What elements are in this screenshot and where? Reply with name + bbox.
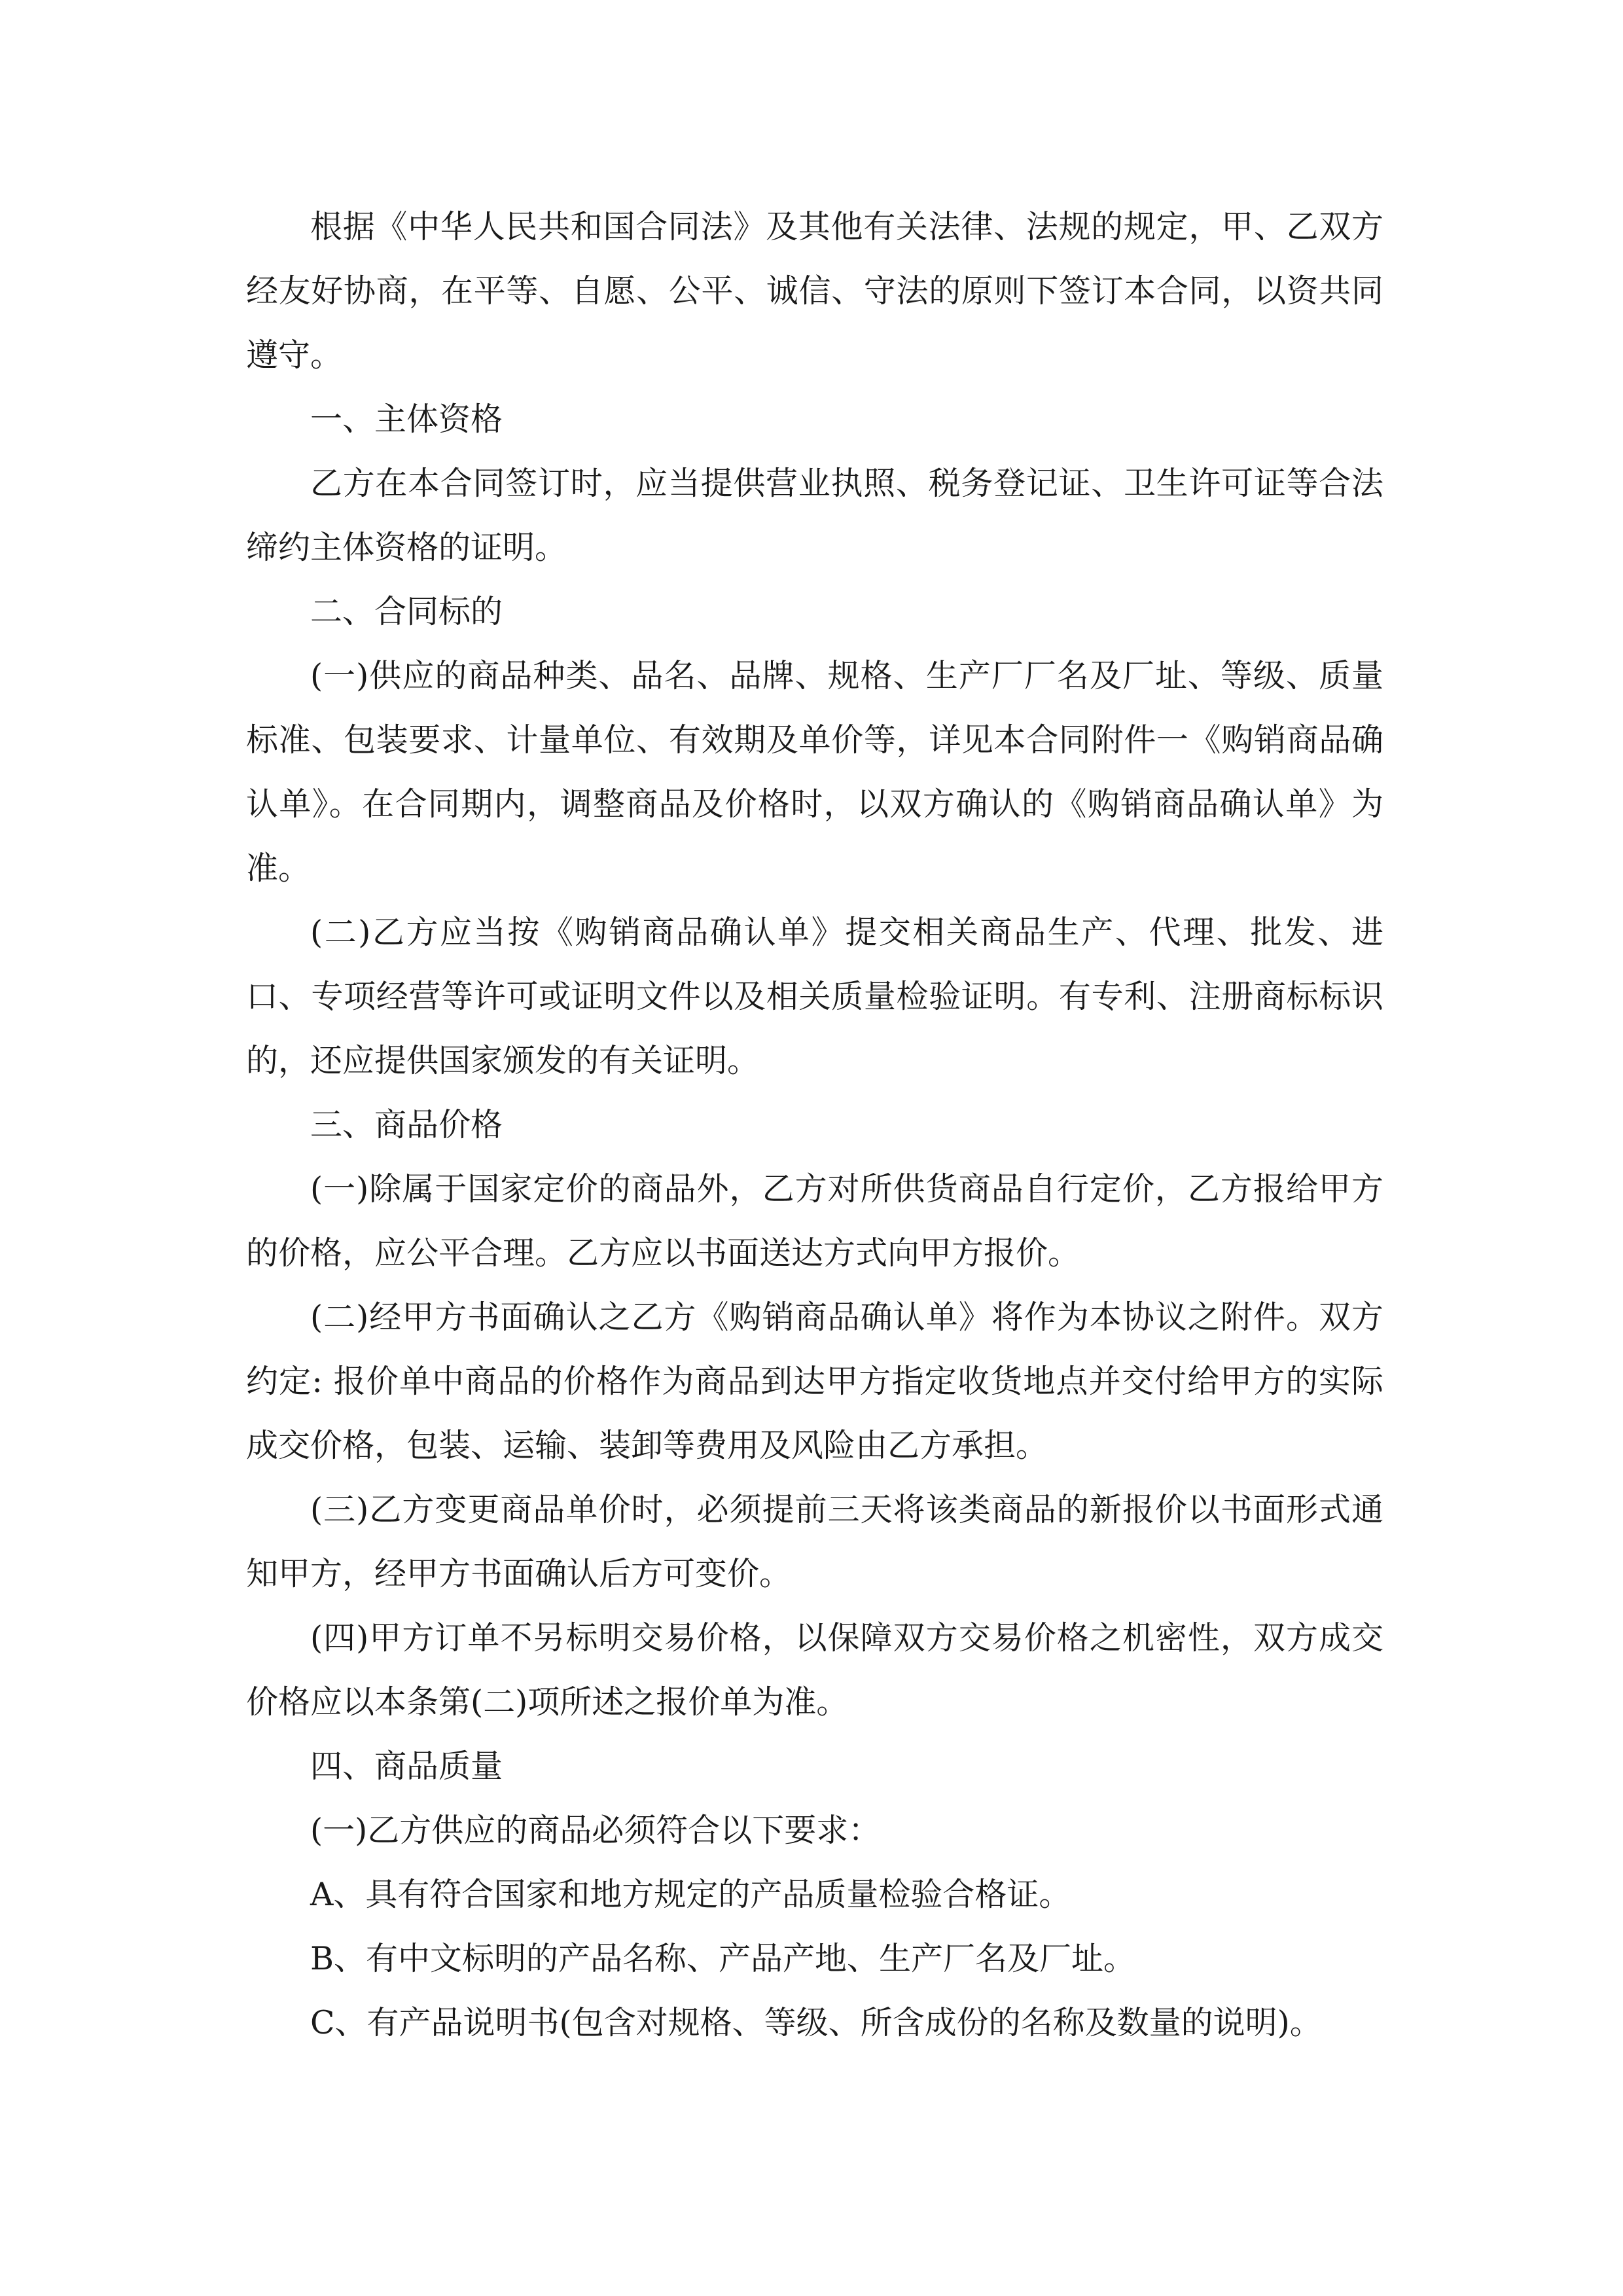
section-1-paragraph: 乙方在本合同签订时，应当提供营业执照、税务登记证、卫生许可证等合法缔约主体资格的证明。 <box>246 465 1383 566</box>
section-3-item-1: (一)除属于国家定价的商品外，乙方对所供货商品自行定价，乙方报给甲方的价格，应公平合理。乙方应以书面送达方式向甲方报价。 <box>246 1170 1383 1272</box>
section-4-item-c: C、有产品说明书(包含对规格、等级、所含成份的名称及数量的说明)。 <box>310 2004 1322 2041</box>
section-3-item-4: (四)甲方订单不另标明交易价格，以保障双方交易价格之机密性，双方成交价格应以本条第(二)项所述之报价单为准。 <box>246 1619 1383 1721</box>
section-heading-2: 二、合同标的 <box>310 593 503 630</box>
document-body <box>246 195 1383 2055</box>
section-3-item-2: (二)经甲方书面确认之乙方《购销商品确认单》将作为本协议之附件。双方约定: 报价单中商品的价格作为商品到达甲方指定收货地点并交付给甲方的实际成交价格，包装、运输、装卸等费用及风险由乙方承担。 <box>246 1299 1383 1464</box>
section-heading-3: 三、商品价格 <box>310 1106 503 1143</box>
section-heading-1: 一、主体资格 <box>310 401 503 438</box>
intro-paragraph: 根据《中华人民共和国合同法》及其他有关法律、法规的规定，甲、乙双方经友好协商，在平等、自愿、公平、诚信、守法的原则下签订本合同，以资共同遵守。 <box>246 208 1383 374</box>
section-2-item-2: (二)乙方应当按《购销商品确认单》提交相关商品生产、代理、批发、进口、专项经营等许可或证明文件以及相关质量检验证明。有专利、注册商标标识的，还应提供国家颁发的有关证明。 <box>246 914 1383 1079</box>
section-4-item-1: (一)乙方供应的商品必须符合以下要求： <box>310 1812 881 1849</box>
section-3-item-3: (三)乙方变更商品单价时，必须提前三天将该类商品的新报价以书面形式通知甲方，经甲方书面确认后方可变价。 <box>246 1491 1383 1592</box>
section-heading-4: 四、商品质量 <box>310 1748 503 1785</box>
section-4-item-b: B、有中文标明的产品名称、产品产地、生产厂名及厂址。 <box>310 1940 1136 1977</box>
section-2-item-1: (一)供应的商品种类、品名、品牌、规格、生产厂厂名及厂址、等级、质量标准、包装要求、计量单位、有效期及单价等，详见本合同附件一《购销商品确认单》。在合同期内，调整商品及价格时，以双方确认的《购销商品确认单》为准。 <box>246 657 1383 887</box>
section-4-item-a: A、具有符合国家和地方规定的产品质量检验合格证。 <box>310 1876 1071 1913</box>
